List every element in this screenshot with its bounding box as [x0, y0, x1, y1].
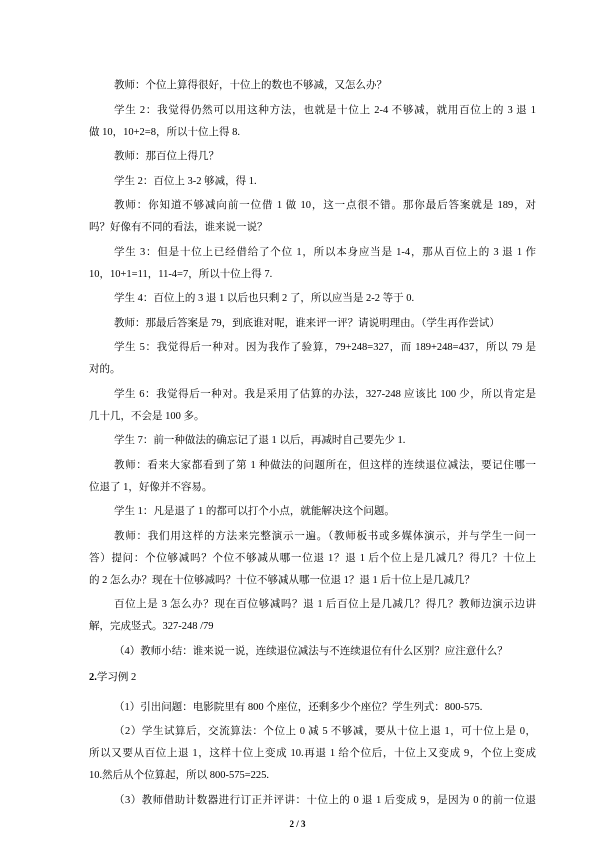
text-line: 教师：你知道不够减向前一位借 1 做 10，这一点很不错。那你最后答案就是 189，对 [114, 200, 536, 211]
paragraph [89, 641, 536, 663]
section-heading [89, 667, 536, 689]
text-line: 教师：个位上算得很好，十位上的数也不够减，又怎么办？ [114, 80, 387, 91]
text-line: 学生 2：百位上 3-2 够减，得 1. [114, 175, 257, 187]
paragraph [89, 195, 536, 239]
paragraph [89, 721, 536, 787]
paragraph [89, 526, 536, 592]
paragraph [89, 242, 536, 286]
text-line: 学生 2：我觉得仍然可以用这种方法，也就是十位上 2-4 不够减，就用百位上的 3 退 1 [114, 104, 536, 116]
paragraph [89, 146, 536, 168]
section-number: 2. [89, 671, 97, 683]
text-line: （3）教师借助计数器进行订正并评讲：十位上的 0 退 1 后变成 9，是因为 0 的前一位退 [114, 794, 536, 806]
text-line: 学生 6：我觉得后一种对。我是采用了估算的办法，327-248 应该比 100 少，所以肯定是 [114, 388, 536, 400]
paragraph [89, 288, 536, 310]
paragraph [89, 594, 536, 638]
section-heading-line [89, 667, 536, 689]
text-line: 10.然后从个位算起，所以 800-575=225. [89, 770, 270, 781]
text-line: 吗？好像有不同的看法，谁来说一说？ [89, 222, 268, 233]
text-line: 答）提问：个位够减吗？个位不够减从哪一位退 1？退 1 后个位上是几减几？得几？十位上 [89, 552, 536, 564]
text-line: 学生 4：百位上的 3 退 1 以后也只剩 2 了，所以应当是 2-2 等于 0. [114, 293, 415, 304]
text-line: 解，完成竖式。327-248 /79 [89, 621, 214, 632]
paragraph [89, 790, 536, 812]
text-line: 百位上是 3 怎么办？现在百位够减吗？退 1 后百位上是几减几？得几？教师边演示边讲 [114, 599, 536, 610]
paragraph [89, 501, 536, 523]
text-line: （1）引出问题：电影院里有 800 个座位，还剩多少个座位？学生列式：800-575. [114, 701, 483, 713]
text-line: 位退了 1，好像并不容易。 [89, 481, 213, 493]
paragraph [89, 75, 536, 97]
section-title: 学习例 2 [96, 671, 137, 683]
text-line: 几十几，不会是 100 多。 [89, 410, 205, 422]
paragraph [89, 100, 536, 144]
paragraph [89, 313, 536, 335]
text-line: 的 2 怎么办？现在十位够减吗？十位不够减从哪一位退 1？退 1 后十位上是几减几？ [89, 574, 475, 586]
paragraph [89, 337, 536, 381]
paragraph [89, 455, 536, 499]
text-line: 10，10+1=11，11-4=7，所以十位上得 7. [89, 268, 273, 280]
text-line: 教师：我们用这样的方法来完整演示一遍。（教师板书或多媒体演示，并与学生一问一 [114, 530, 536, 542]
text-line: 做 10，10+2=8，所以十位上得 8. [89, 126, 240, 138]
text-line: 学生 3：但是十位上已经借给了个位 1，所以本身应当是 1-4，那从百位上的 3 退 1 作 [114, 246, 536, 258]
page-number: 2 / 3 [289, 819, 306, 829]
paragraph [89, 384, 536, 428]
text-line: （4）教师小结：谁来说一说，连续退位减法与不连续退位有什么区别？应注意什么？ [114, 645, 508, 657]
text-line: 学生 1：凡是退了 1 的都可以打个小点，就能解决这个问题。 [114, 506, 395, 517]
text-line: 教师：那百位上得几？ [114, 151, 219, 162]
paragraph [89, 697, 536, 719]
text-line: 学生 5：我觉得后一种对。因为我作了验算，79+248=327，而 189+248=437，所以 79 是 [114, 342, 536, 353]
paragraph [89, 430, 536, 452]
text-line: 所以又要从百位上退 1，这样十位上变成 10.再退 1 给个位后，十位上又变成 9，个位上变成 [89, 748, 536, 759]
page-content [89, 75, 536, 812]
text-line: 教师：那最后答案是 79，到底谁对呢，谁来评一评？请说明理由。（学生再作尝试） [114, 317, 500, 329]
paragraph [89, 171, 536, 193]
text-line: （2）学生试算后，交流算法：个位上 0 减 5 不够减，要从十位上退 1，可十位上是 0， [114, 726, 536, 737]
text-line: 学生 7：前一种做法的确忘记了退 1 以后，再减时自己要先少 1. [114, 435, 406, 446]
text-line: 对的。 [89, 364, 121, 375]
text-line: 教师：看来大家都看到了第 1 种做法的问题所在，但这样的连续退位减法，要记住哪一 [114, 459, 536, 471]
